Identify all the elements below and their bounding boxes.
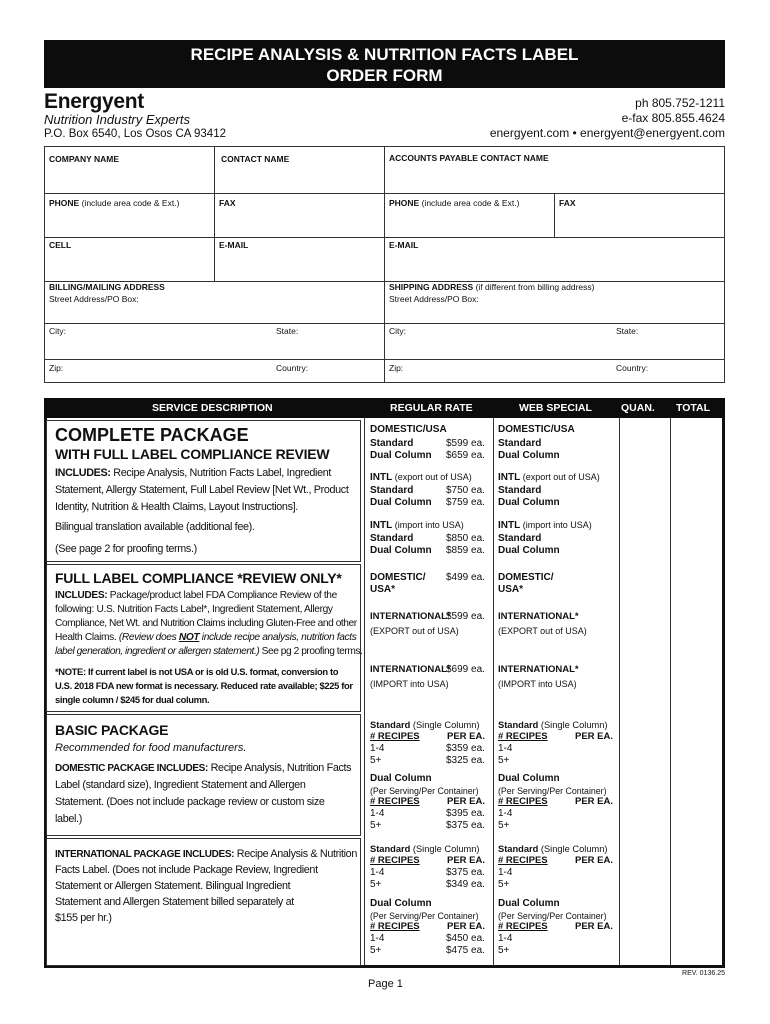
web-intl-dual-note: (Per Serving/Per Container) (498, 911, 607, 921)
web-review-domestic-2: USA* (498, 584, 524, 595)
intl-std-col-header: # RECIPES PER EA. (370, 855, 486, 866)
intl-dual-qty-1: 1-4 (370, 933, 385, 944)
web-complete-exp-dual: Dual Column (498, 497, 560, 508)
web-complete-exp-std: Standard (498, 485, 542, 496)
review-import-note: (IMPORT into USA) (370, 679, 449, 689)
basic-dual-qty-2: 5+ (370, 820, 382, 831)
col-quantity: QUAN. (621, 402, 655, 414)
web-complete-import: INTL (import into USA) (498, 520, 592, 531)
ap-contact-field[interactable]: ACCOUNTS PAYABLE CONTACT NAME (389, 153, 549, 163)
web-intl-dual-qty-1: 1-4 (498, 933, 513, 944)
review-domestic-label-2: USA* (370, 584, 396, 595)
ap-email-field[interactable]: E-MAIL (389, 240, 419, 250)
contact-form-grid (44, 146, 725, 383)
shipping-country-field[interactable]: Country: (616, 363, 649, 373)
complete-includes-3: Identity, Nutrition & Health Claims, Layout Instructions]. (55, 501, 298, 513)
basic-dual-price-2: $375 ea. (446, 820, 485, 831)
web-review-domestic-1: DOMESTIC/ (498, 572, 554, 583)
intl-regular-rates (364, 839, 488, 965)
phone-field[interactable]: PHONE (include area code & Ext.) (49, 198, 180, 208)
web-basic-dual-qty-1: 1-4 (498, 808, 513, 819)
intl-dual-price-1: $450 ea. (446, 933, 485, 944)
review-title: FULL LABEL COMPLIANCE *REVIEW ONLY* (55, 570, 342, 586)
web-intl-dual-col-header: # RECIPES PER EA. (498, 921, 614, 932)
complete-web-special (492, 421, 616, 561)
intl-std-qty-1: 1-4 (370, 867, 385, 878)
complete-regular-rates (364, 421, 488, 561)
company-name-field[interactable]: COMPANY NAME (49, 154, 120, 164)
intl-std-heading: Standard (Single Column) (370, 844, 480, 854)
web-intl-std-heading: Standard (Single Column) (498, 844, 608, 854)
review-web-special (492, 565, 616, 711)
complete-exp-dual-price: $759 ea. (446, 497, 485, 508)
company-address: P.O. Box 6540, Los Osos CA 93412 (44, 128, 226, 140)
web-complete-domestic: DOMESTIC/USA (498, 424, 575, 435)
intl-web-special (492, 839, 616, 965)
complete-qty-cell[interactable] (617, 420, 667, 562)
billing-state-field[interactable]: State: (276, 326, 299, 336)
web-review-import: INTERNATIONAL* (498, 664, 579, 675)
shipping-city-field[interactable]: City: (389, 326, 406, 336)
web-basic-dual-note: (Per Serving/Per Container) (498, 786, 607, 796)
intl-dual-qty-2: 5+ (370, 945, 382, 956)
shipping-state-field[interactable]: State: (616, 326, 639, 336)
complete-proofing: (See page 2 for proofing terms.) (55, 543, 197, 555)
intl-includes-3: Statement or Allergen Statement. Bilingual Ingredient (55, 880, 291, 892)
review-only-desc (46, 564, 361, 712)
basic-package-desc (46, 714, 361, 836)
complete-export-label: INTL (export out of USA) (370, 472, 472, 483)
complete-exp-dual-label: Dual Column (370, 497, 432, 508)
intl-dual-note: (Per Serving/Per Container) (370, 911, 479, 921)
service-table-header (44, 398, 725, 418)
web-review-export-note: (EXPORT out of USA) (498, 626, 587, 636)
ap-fax-field[interactable]: FAX (559, 198, 576, 208)
review-domestic-label-1: DOMESTIC/ (370, 572, 426, 583)
intl-package-desc (46, 838, 361, 966)
shipping-zip-field[interactable]: Zip: (389, 363, 404, 373)
web-complete-dom-dual: Dual Column (498, 450, 560, 461)
basic-includes-3: Statement. (Does not include package review or custom size (55, 796, 325, 808)
intl-std-price-1: $375 ea. (446, 867, 485, 878)
review-import-price: $699 ea. (446, 664, 485, 675)
basic-dual-note: (Per Serving/Per Container) (370, 786, 479, 796)
col-regular-rate: REGULAR RATE (390, 402, 473, 414)
intl-includes-2: Facts Label. (Does not include Package Review, Ingredient (55, 864, 318, 876)
complete-total-cell[interactable] (668, 420, 722, 562)
review-import-label: INTERNATIONAL* (370, 664, 451, 675)
form-title-banner (44, 40, 725, 88)
intl-dual-heading: Dual Column (370, 898, 432, 909)
shipping-street-field[interactable]: Street Address/PO Box: (389, 294, 479, 304)
ap-phone-field[interactable]: PHONE (include area code & Ext.) (389, 198, 520, 208)
basic-title: BASIC PACKAGE (55, 722, 169, 738)
intl-includes-5: $155 per hr.) (55, 912, 112, 924)
basic-includes-4: label.) (55, 813, 82, 825)
review-export-label: INTERNATIONAL* (370, 611, 451, 622)
basic-includes-1: DOMESTIC PACKAGE INCLUDES: Recipe Analysis, Nutrition Facts (55, 762, 352, 774)
web-intl-std-qty-2: 5+ (498, 879, 510, 890)
fax-field[interactable]: FAX (219, 198, 236, 208)
basic-dual-heading: Dual Column (370, 773, 432, 784)
web-complete-imp-std: Standard (498, 533, 542, 544)
revision-code: REV. 0136.25 (682, 970, 725, 977)
billing-zip-field[interactable]: Zip: (49, 363, 64, 373)
complete-dom-std-price: $599 ea. (446, 438, 485, 449)
complete-imp-dual-price: $859 ea. (446, 545, 485, 556)
cell-field[interactable]: CELL (49, 240, 72, 250)
complete-domestic-label: DOMESTIC/USA (370, 424, 447, 435)
web-basic-dual-heading: Dual Column (498, 773, 560, 784)
company-logo-text: Energyent (44, 90, 144, 113)
review-note-2: U.S. 2018 FDA new format is necessary. Reduced rate available; $225 for (55, 680, 353, 691)
basic-std-qty-1: 1-4 (370, 743, 385, 754)
review-export-price: $599 ea. (446, 611, 485, 622)
web-intl-std-col-header: # RECIPES PER EA. (498, 855, 614, 866)
basic-std-qty-2: 5+ (370, 755, 382, 766)
billing-address-label: BILLING/MAILING ADDRESS (49, 282, 165, 292)
col-service-description: SERVICE DESCRIPTION (152, 402, 273, 414)
complete-imp-dual-label: Dual Column (370, 545, 432, 556)
review-note-1: *NOTE: If current label is not USA or is old U.S. format, conversion to (55, 666, 339, 677)
page-number: Page 1 (368, 978, 403, 990)
company-web-email: energyent.com • energyent@energyent.com (489, 126, 725, 140)
contact-name-field[interactable]: CONTACT NAME (221, 154, 290, 164)
complete-bilingual: Bilingual translation available (additional fee). (55, 521, 255, 533)
basic-dual-price-1: $395 ea. (446, 808, 485, 819)
web-intl-std-qty-1: 1-4 (498, 867, 513, 878)
review-line-3: Compliance, Net Wt. and Nutrition Claims including Gluten-Free and other (55, 618, 357, 629)
billing-street-field[interactable]: Street Address/PO Box: (49, 294, 139, 304)
intl-includes-4: Statement and Allergen Statement billed separately at (55, 896, 294, 908)
col-total: TOTAL (676, 402, 711, 414)
complete-dom-std-label: Standard (370, 438, 414, 449)
basic-std-heading: Standard (Single Column) (370, 720, 480, 730)
basic-dual-col-header: # RECIPES PER EA. (370, 796, 486, 807)
web-basic-std-qty-1: 1-4 (498, 743, 513, 754)
basic-std-col-header: # RECIPES PER EA. (370, 731, 486, 742)
web-intl-dual-qty-2: 5+ (498, 945, 510, 956)
web-basic-std-qty-2: 5+ (498, 755, 510, 766)
basic-std-price-2: $325 ea. (446, 755, 485, 766)
billing-country-field[interactable]: Country: (276, 363, 309, 373)
col-web-special: WEB SPECIAL (519, 402, 592, 414)
web-complete-imp-dual: Dual Column (498, 545, 560, 556)
basic-dual-qty-1: 1-4 (370, 808, 385, 819)
form-title-line1: RECIPE ANALYSIS & NUTRITION FACTS LABEL (190, 45, 579, 64)
company-phone: ph 805.752-1211 (635, 96, 725, 110)
company-tagline: Nutrition Industry Experts (44, 112, 190, 127)
company-efax: e-fax 805.855.4624 (621, 111, 725, 125)
web-basic-std-heading: Standard (Single Column) (498, 720, 608, 730)
review-export-note: (EXPORT out of USA) (370, 626, 459, 636)
review-line-4: Health Claims. (Review does NOT include recipe analysis, nutrition facts (55, 632, 357, 643)
complete-title: COMPLETE PACKAGE (55, 425, 249, 445)
web-complete-dom-std: Standard (498, 438, 542, 449)
billing-city-field[interactable]: City: (49, 326, 66, 336)
basic-subtitle: Recommended for food manufacturers. (55, 742, 247, 754)
review-note-3: single column / $245 for dual column. (55, 694, 210, 705)
intl-dual-col-header: # RECIPES PER EA. (370, 921, 486, 932)
review-line-2: following: U.S. Nutrition Facts Label*, Ingredient Statement, Allergy (55, 604, 333, 615)
complete-exp-std-label: Standard (370, 485, 414, 496)
web-basic-dual-col-header: # RECIPES PER EA. (498, 796, 614, 807)
complete-import-label: INTL (import into USA) (370, 520, 464, 531)
web-basic-dual-qty-2: 5+ (498, 820, 510, 831)
intl-includes-1: INTERNATIONAL PACKAGE INCLUDES: Recipe Analysis & Nutrition (55, 848, 357, 860)
complete-includes-1: INCLUDES: Recipe Analysis, Nutrition Facts Label, Ingredient (55, 467, 332, 479)
review-regular-rates (364, 565, 488, 711)
complete-imp-std-label: Standard (370, 533, 414, 544)
complete-dom-dual-price: $659 ea. (446, 450, 485, 461)
review-domestic-price: $499 ea. (446, 572, 485, 583)
web-basic-std-col-header: # RECIPES PER EA. (498, 731, 614, 742)
basic-regular-rates (364, 715, 488, 836)
review-line-1: INCLUDES: Package/product label FDA Compliance Review of the (55, 590, 337, 601)
complete-dom-dual-label: Dual Column (370, 450, 432, 461)
email-field[interactable]: E-MAIL (219, 240, 249, 250)
complete-exp-std-price: $750 ea. (446, 485, 485, 496)
complete-subtitle: WITH FULL LABEL COMPLIANCE REVIEW (55, 446, 330, 462)
complete-imp-std-price: $850 ea. (446, 533, 485, 544)
intl-dual-price-2: $475 ea. (446, 945, 485, 956)
basic-web-special (492, 715, 616, 836)
review-line-5: label generation, ingredient or allergen statement.) See pg 2 proofing terms. (55, 646, 363, 657)
basic-includes-2: Label (standard size), Ingredient Statement and Allergen (55, 779, 306, 791)
intl-std-qty-2: 5+ (370, 879, 382, 890)
complete-package-desc (46, 420, 361, 562)
basic-std-price-1: $359 ea. (446, 743, 485, 754)
web-intl-dual-heading: Dual Column (498, 898, 560, 909)
shipping-address-label: SHIPPING ADDRESS (if different from billing address) (389, 282, 595, 292)
web-complete-export: INTL (export out of USA) (498, 472, 600, 483)
form-title-line2: ORDER FORM (326, 66, 443, 85)
web-review-import-note: (IMPORT into USA) (498, 679, 577, 689)
complete-includes-2: Statement, Allergy Statement, Full Label Review [Net Wt., Product (55, 484, 349, 496)
intl-std-price-2: $349 ea. (446, 879, 485, 890)
web-review-export: INTERNATIONAL* (498, 611, 579, 622)
